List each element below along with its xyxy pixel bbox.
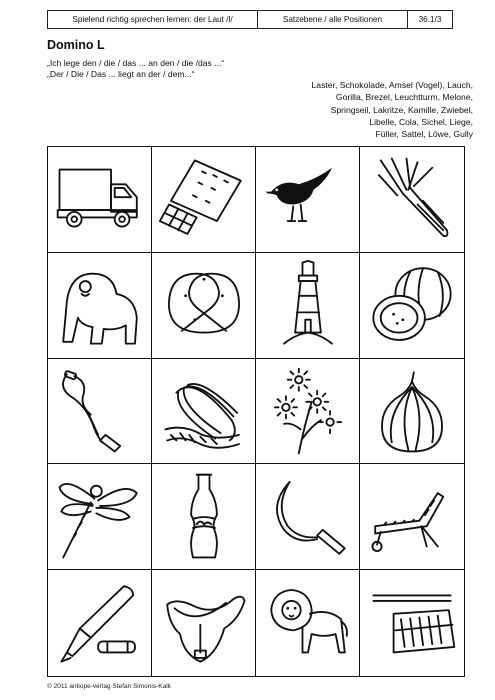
chocolate-icon: [158, 153, 250, 245]
worksheet-header: [47, 10, 453, 29]
domino-picture-grid: [47, 146, 465, 677]
picture-card: [360, 253, 464, 359]
header-level: Satzebene / alle Positionen: [258, 11, 408, 28]
picture-card: [48, 464, 152, 570]
word-line: Laster, Schokolade, Amsel (Vogel), Lauch,: [311, 80, 473, 90]
header-page-number: 36.1/3: [418, 15, 442, 24]
picture-card: [360, 359, 464, 465]
leek-icon: [366, 153, 458, 245]
pretzel-icon: [158, 259, 250, 351]
picture-card: [256, 570, 360, 676]
picture-card: [48, 570, 152, 676]
word-line: Libelle, Cola, Sichel, Liege,: [369, 116, 473, 127]
saddle-icon: [158, 577, 250, 669]
lion-icon: [262, 577, 354, 669]
fountain-pen-icon: [54, 577, 146, 669]
picture-card: [152, 253, 256, 359]
copyright-footer: © 2011 antiope-verlag Stefan Simonis-Kalk: [47, 683, 171, 690]
word-line: Füller, Sattel, Löwe, Gully: [375, 129, 473, 140]
truck-icon: [54, 153, 146, 245]
sickle-icon: [262, 471, 354, 563]
header-series: Spielend richtig sprechen lernen: der Laut /l/: [48, 11, 258, 28]
dragonfly-icon: [54, 471, 146, 563]
melon-icon: [366, 259, 458, 351]
cola-bottle-icon: [158, 471, 250, 563]
picture-card: [256, 253, 360, 359]
blackbird-icon: [262, 153, 354, 245]
picture-card: [48, 359, 152, 465]
licorice-icon: [158, 365, 250, 457]
picture-card: [48, 147, 152, 253]
lounger-icon: [366, 471, 458, 563]
picture-card: [360, 147, 464, 253]
drain-grate-icon: [366, 577, 458, 669]
word-line: Springseil, Lakritze, Kamille, Zwiebel,: [330, 104, 473, 115]
picture-card: [152, 464, 256, 570]
picture-card: [48, 253, 152, 359]
word-line: Gorilla, Brezel, Leuchtturm, Melone,: [335, 92, 473, 103]
sentence-pattern: „Ich lege den / die / das ... an den / die /das ...“: [47, 58, 225, 68]
picture-card: [360, 464, 464, 570]
picture-card: [152, 147, 256, 253]
picture-card: [152, 359, 256, 465]
gorilla-icon: [54, 259, 146, 351]
picture-card: [256, 464, 360, 570]
lighthouse-icon: [262, 259, 354, 351]
sentence-patterns: [47, 58, 224, 80]
picture-card: [256, 359, 360, 465]
jump-rope-icon: [54, 365, 146, 457]
onion-icon: [366, 365, 458, 457]
picture-card: [152, 570, 256, 676]
chamomile-icon: [262, 365, 354, 457]
sentence-pattern: „Der / Die / Das ... liegt an der / dem...“: [47, 69, 195, 79]
page-title: Domino L: [47, 38, 105, 52]
picture-card: [360, 570, 464, 676]
picture-card: [256, 147, 360, 253]
word-list: [312, 79, 473, 140]
